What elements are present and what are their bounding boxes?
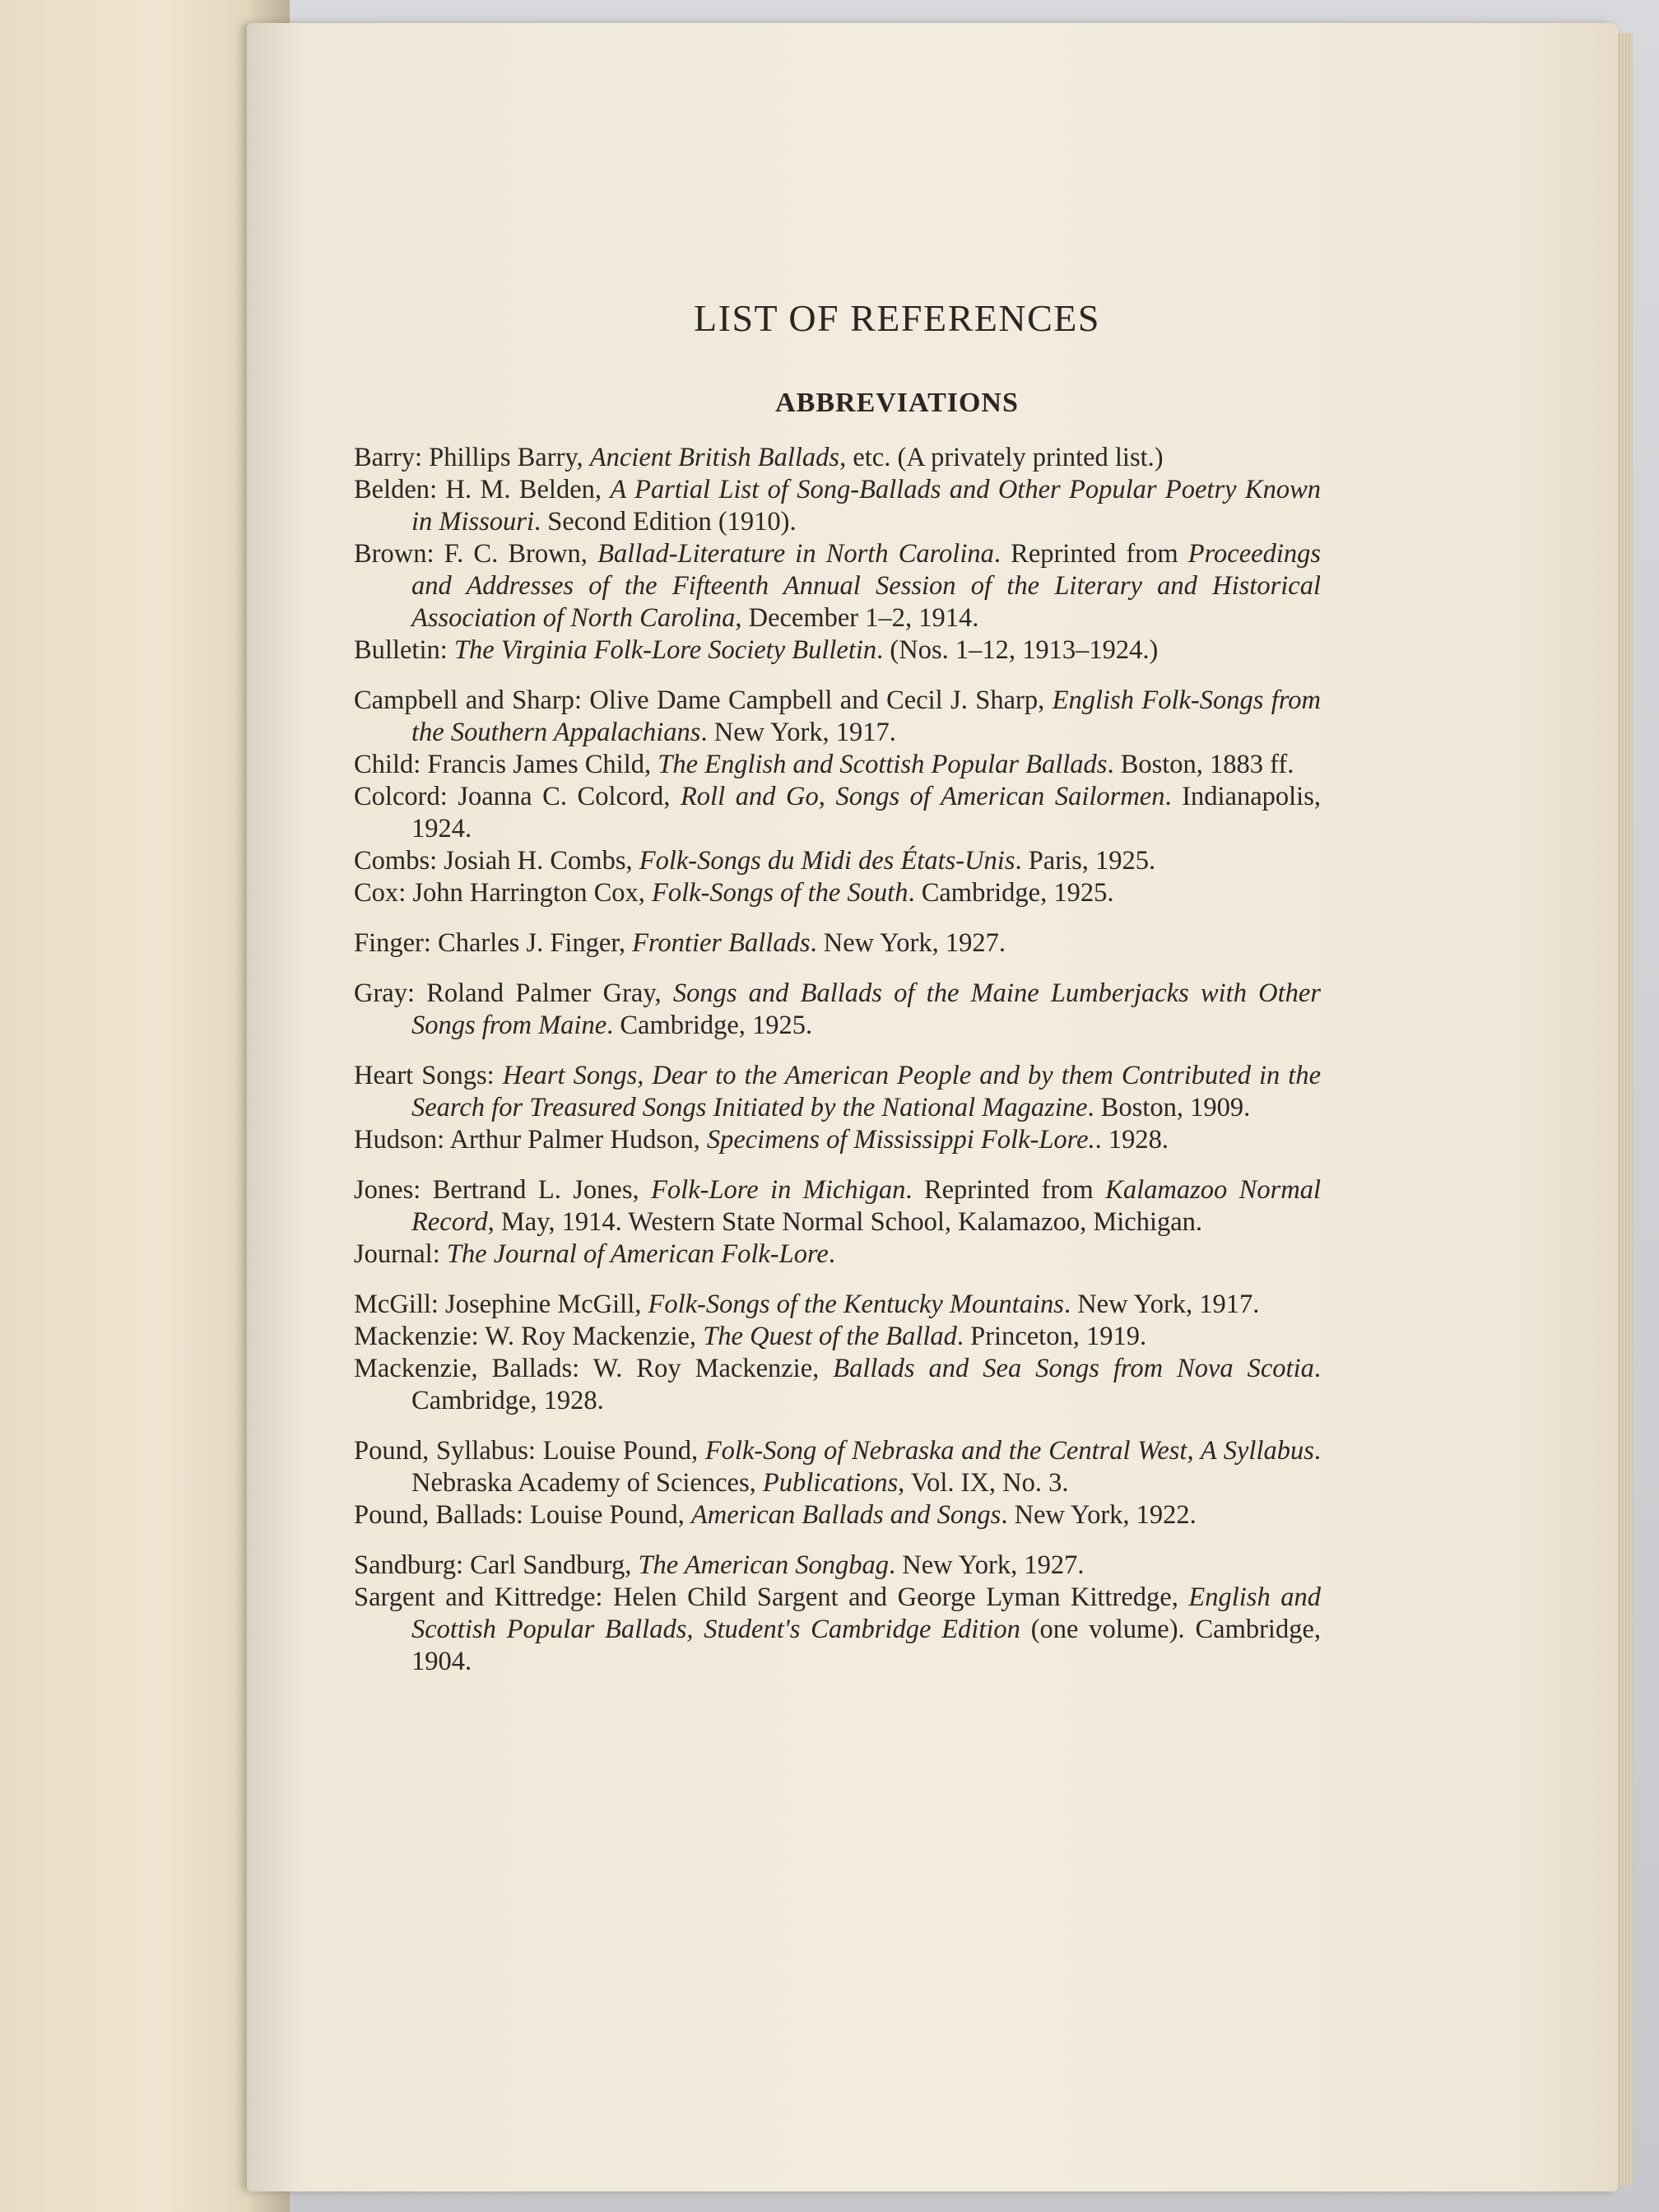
reference-title: Heart Songs, Dear to the American People and by them Contributed in the Search for Treasured Songs Initiated by the National Magazine	[411, 1061, 1322, 1122]
key-separator: :	[426, 539, 444, 569]
reference-key: Campbell and Sharp	[354, 685, 574, 715]
reference-entry	[354, 634, 1321, 667]
reference-detail: . Nebraska Academy of Sciences,	[411, 1436, 1322, 1498]
reference-detail: . Reprinted from	[993, 539, 1188, 569]
reference-title: Ancient British Ballads	[589, 443, 840, 472]
reference-entry	[354, 749, 1321, 781]
reference-entry	[354, 1550, 1321, 1582]
reference-entry	[354, 927, 1321, 960]
reference-author: Josephine McGill,	[445, 1290, 648, 1319]
reference-title: Folk-Song of Nebraska and the Central West, A Syllabus	[704, 1436, 1314, 1466]
reference-title: Roll and Go, Songs of American Sailormen	[680, 782, 1165, 811]
reference-key: Pound, Ballads	[354, 1500, 516, 1530]
reference-entry	[354, 1435, 1321, 1499]
key-separator: :	[432, 1239, 447, 1269]
reference-key: Pound, Syllabus	[354, 1436, 528, 1466]
reference-group	[354, 1060, 1321, 1156]
reference-detail: . Paris, 1925.	[1015, 846, 1156, 876]
reference-title: The Quest of the Ballad	[703, 1322, 957, 1351]
reference-source-title: Proceedings and Addresses of the Fifteenth Annual Session of the Literary and Historical Association of North Carolina	[411, 539, 1321, 633]
reference-title: Frontier Ballads	[632, 928, 811, 958]
key-separator: :	[439, 635, 454, 665]
reference-title: English and Scottish Popular Ballads, Student's Cambridge Edition	[411, 1582, 1321, 1644]
key-separator: :	[527, 1436, 543, 1466]
key-separator: :	[423, 928, 439, 958]
reference-list	[354, 296, 1321, 1696]
reference-detail: . New York, 1927.	[810, 928, 1006, 958]
reference-title: Folk-Songs du Midi des États-Unis	[639, 846, 1015, 876]
reference-title: English Folk-Songs from the Southern Appalachians	[411, 685, 1322, 747]
reference-detail: . Boston, 1909.	[1087, 1093, 1251, 1122]
reference-entry	[354, 877, 1321, 909]
reference-author: Francis James Child,	[427, 750, 658, 779]
reference-title: The Journal of American Folk-Lore	[446, 1239, 829, 1269]
reference-detail: .	[828, 1239, 835, 1269]
reference-key: Belden	[354, 475, 430, 504]
key-separator: :	[413, 1175, 433, 1205]
reference-entry	[354, 442, 1321, 474]
reference-title: Ballads and Sea Songs from Nova Scotia	[833, 1354, 1314, 1383]
reference-entry	[354, 1289, 1321, 1321]
reference-entry	[354, 1353, 1321, 1417]
reference-detail: . Cambridge, 1925.	[606, 1011, 813, 1040]
reference-author: W. Roy Mackenzie,	[592, 1354, 834, 1383]
reference-key: Bulletin	[354, 635, 440, 665]
reference-detail: . New York, 1927.	[889, 1550, 1085, 1580]
reference-key: Mackenzie, Ballads	[354, 1354, 573, 1383]
reference-detail: . New York, 1917.	[1063, 1290, 1260, 1319]
reference-detail: . New York, 1917.	[700, 718, 896, 747]
key-separator: :	[430, 846, 444, 876]
page-title: LIST OF REFERENCES	[694, 297, 1100, 339]
reference-detail: (one volume). Cambridge, 1904.	[411, 1615, 1321, 1676]
reference-source-detail: , May, 1914. Western State Normal School, Kalamazoo, Michigan.	[487, 1207, 1203, 1237]
reference-source-detail: , December 1–2, 1914.	[735, 603, 979, 633]
reference-entry	[354, 1582, 1321, 1678]
reference-title: A Partial List of Song-Ballads and Other Popular Poetry Known in Missouri	[411, 475, 1321, 537]
key-separator: :	[407, 978, 427, 1008]
reference-key: McGill	[354, 1290, 431, 1319]
page-edge	[1618, 33, 1633, 2185]
key-separator: :	[398, 878, 413, 908]
reference-group	[354, 442, 1321, 667]
reference-author: Olive Dame Campbell and Cecil J. Sharp,	[589, 685, 1053, 715]
reference-detail: . (Nos. 1–12, 1913–1924.)	[876, 635, 1159, 665]
reference-entry	[354, 685, 1321, 749]
reference-author: Phillips Barry,	[429, 443, 590, 472]
reference-entry	[354, 474, 1321, 538]
key-separator: :	[437, 1125, 450, 1155]
reference-key: Barry	[354, 443, 415, 472]
reference-key: Brown	[354, 539, 427, 569]
reference-title: The English and Scottish Popular Ballads	[658, 750, 1108, 779]
reference-detail: . Boston, 1883 ff.	[1107, 750, 1294, 779]
reference-group	[354, 978, 1321, 1042]
reference-group	[354, 1289, 1321, 1417]
reference-author: W. Roy Mackenzie,	[485, 1322, 704, 1351]
reference-author: H. M. Belden,	[445, 475, 611, 504]
reference-entry	[354, 1060, 1321, 1124]
key-separator: :	[430, 1290, 446, 1319]
reference-author: Carl Sandburg,	[470, 1550, 639, 1580]
reference-key: Jones	[354, 1175, 414, 1205]
reference-key: Combs	[354, 846, 430, 876]
reference-key: Cox	[354, 878, 399, 908]
reference-author: Charles J. Finger,	[438, 928, 633, 958]
reference-author: Josiah H. Combs,	[444, 846, 639, 876]
reference-group	[354, 927, 1321, 960]
reference-key: Sandburg	[354, 1550, 456, 1580]
reference-title: The Virginia Folk-Lore Society Bulletin	[453, 635, 877, 665]
reference-author: Arthur Palmer Hudson,	[449, 1125, 707, 1155]
reference-title: Folk-Songs of the Kentucky Mountains	[648, 1290, 1064, 1319]
reference-groups	[354, 442, 1321, 1678]
reference-detail: . Cambridge, 1928.	[411, 1354, 1321, 1415]
reference-author: Helen Child Sargent and George Lyman Kittredge,	[613, 1582, 1189, 1612]
reference-source-title: Kalamazoo Normal Record	[411, 1175, 1321, 1237]
reference-key: Gray	[354, 978, 407, 1008]
reference-title: The American Songbag	[638, 1550, 889, 1580]
reference-detail: . Princeton, 1919.	[956, 1322, 1147, 1351]
reference-author: John Harrington Cox,	[412, 878, 653, 908]
reference-key: Child	[354, 750, 414, 779]
reference-key: Finger	[354, 928, 424, 958]
key-separator: :	[456, 1550, 471, 1580]
reference-author: Roland Palmer Gray,	[426, 978, 673, 1008]
reference-source-title: Publications	[762, 1468, 899, 1498]
reference-entry	[354, 1174, 1321, 1238]
reference-key: Mackenzie	[354, 1322, 472, 1351]
reference-entry	[354, 978, 1321, 1042]
reference-entry	[354, 1321, 1321, 1353]
reference-author: Louise Pound,	[542, 1436, 705, 1466]
reference-title: Ballad-Literature in North Carolina	[597, 539, 994, 569]
key-separator: :	[515, 1500, 530, 1530]
reference-group	[354, 1550, 1321, 1678]
reference-key: Heart Songs	[354, 1061, 487, 1090]
reference-title: Folk-Lore in Michigan	[651, 1175, 906, 1205]
reference-entry	[354, 781, 1321, 845]
reference-detail: . Second Edition (1910).	[533, 507, 797, 537]
reference-detail: . Cambridge, 1925.	[908, 878, 1114, 908]
section-subtitle: ABBREVIATIONS	[775, 388, 1019, 418]
reference-entry	[354, 1124, 1321, 1156]
reference-key: Sargent and Kittredge	[354, 1582, 596, 1612]
reference-detail: , etc. (A privately printed list.)	[839, 443, 1164, 472]
reference-key: Journal	[354, 1239, 433, 1269]
reference-title: Folk-Songs of the South	[652, 878, 908, 908]
reference-title: Specimens of Mississippi Folk-Lore.	[706, 1125, 1095, 1155]
reference-group	[354, 1174, 1321, 1271]
key-separator: :	[572, 1354, 593, 1383]
reference-detail: . New York, 1922.	[1001, 1500, 1197, 1530]
reference-detail: . 1928.	[1094, 1125, 1169, 1155]
reference-author: F. C. Brown,	[444, 539, 598, 569]
reference-author: Joanna C. Colcord,	[458, 782, 681, 811]
reference-author: Louise Pound,	[529, 1500, 691, 1530]
reference-detail: . Reprinted from	[905, 1175, 1106, 1205]
key-separator: :	[413, 750, 428, 779]
key-separator: :	[574, 685, 590, 715]
reference-entry	[354, 1238, 1321, 1271]
reference-source-detail: , Vol. IX, No. 3.	[898, 1468, 1069, 1498]
reference-entry	[354, 1499, 1321, 1531]
key-separator: :	[439, 782, 458, 811]
reference-key: Colcord	[354, 782, 440, 811]
reference-title: Songs and Ballads of the Maine Lumberjacks with Other Songs from Maine	[411, 978, 1321, 1040]
key-separator: :	[486, 1061, 503, 1090]
reference-group	[354, 1435, 1321, 1531]
key-separator: :	[471, 1322, 486, 1351]
key-separator: :	[415, 443, 430, 472]
key-separator: :	[595, 1582, 613, 1612]
reference-detail: . Indianapolis, 1924.	[411, 782, 1321, 843]
reference-entry	[354, 845, 1321, 877]
reference-entry	[354, 538, 1321, 634]
reference-key: Hudson	[354, 1125, 438, 1155]
key-separator: :	[430, 475, 446, 504]
reference-group	[354, 685, 1321, 909]
reference-title: American Ballads and Songs	[690, 1500, 1001, 1530]
reference-author: Bertrand L. Jones,	[432, 1175, 652, 1205]
